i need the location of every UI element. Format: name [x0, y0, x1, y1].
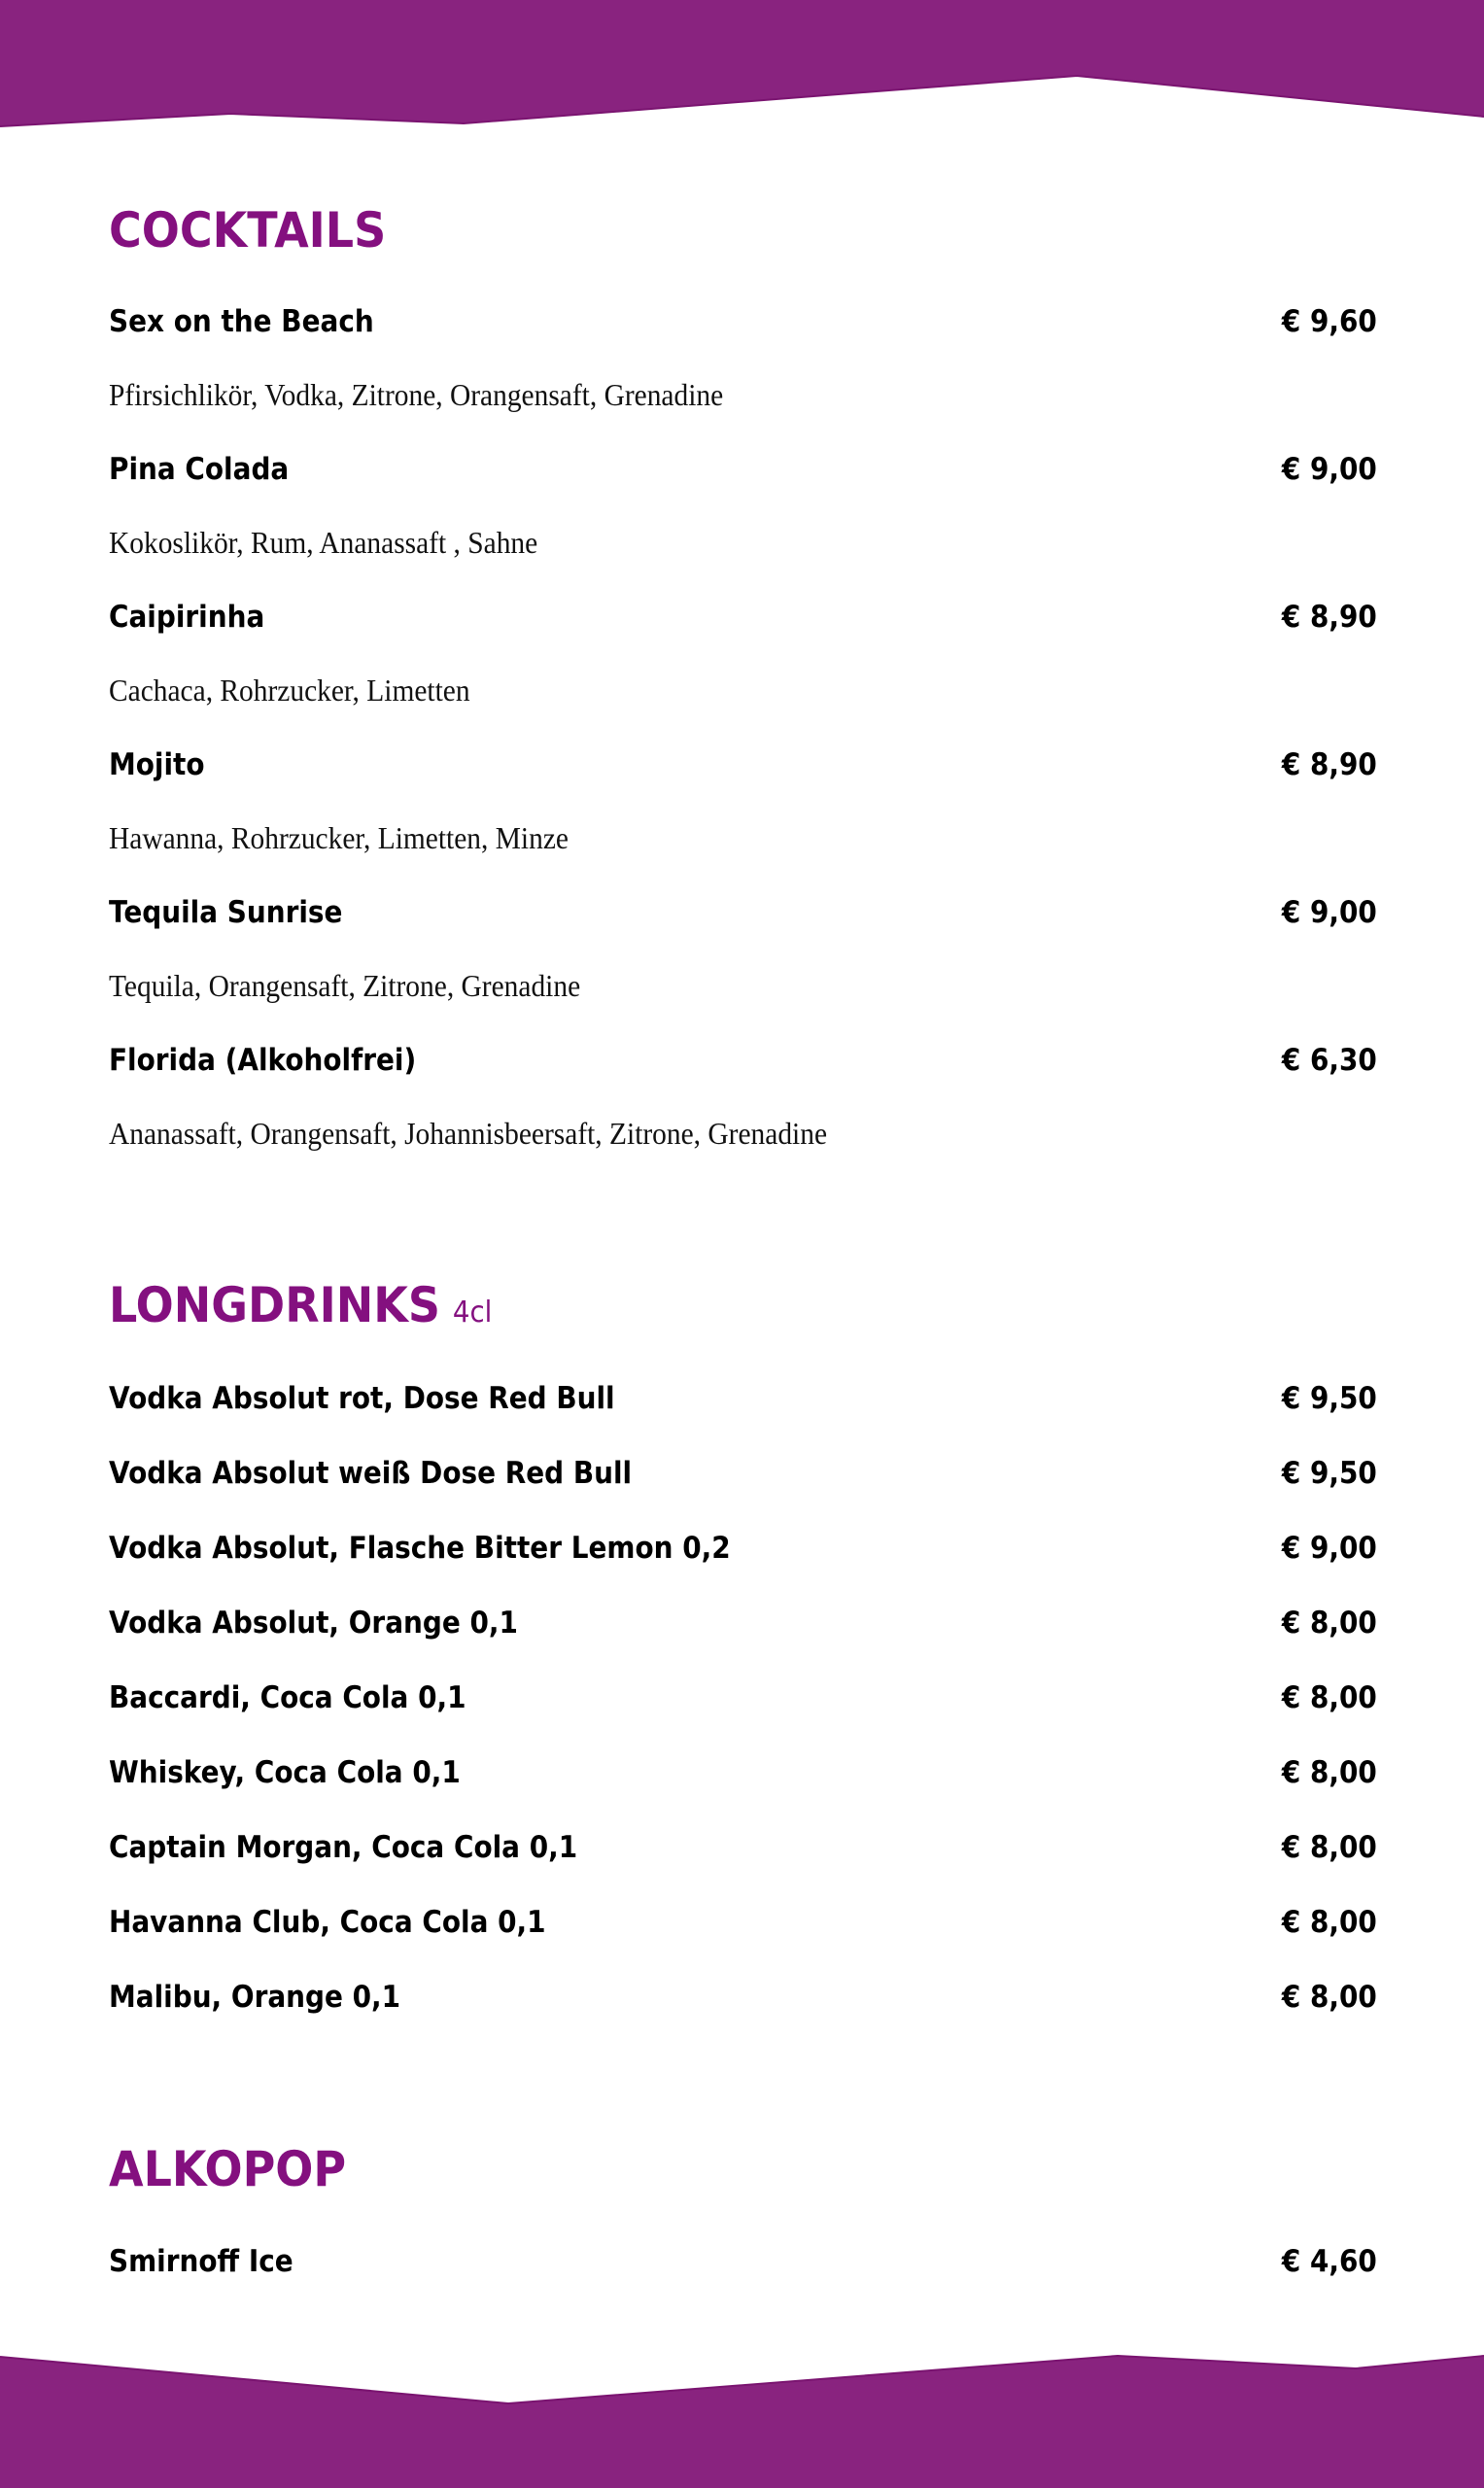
menu-item-row [109, 1678, 1377, 1717]
item-name: Malibu, Orange 0,1 [109, 1979, 401, 2015]
item-price: € 9,00 [1282, 451, 1377, 487]
section-heading-longdrinks [109, 1277, 493, 1333]
top-decorative-band [0, 0, 1484, 131]
zigzag-top-shape [0, 0, 1484, 131]
item-description: Kokoslikör, Rum, Ananassaft , Sahne [109, 525, 538, 560]
item-name: Vodka Absolut, Orange 0,1 [109, 1605, 518, 1641]
item-price: € 9,00 [1282, 1530, 1377, 1566]
item-price: € 9,00 [1282, 894, 1377, 930]
item-name: Tequila Sunrise [109, 894, 343, 930]
item-price: € 9,60 [1282, 303, 1377, 339]
menu-item-row [109, 450, 1377, 489]
menu-item-row [109, 1529, 1377, 1568]
menu-item-row [109, 1753, 1377, 1792]
item-name: Florida (Alkoholfrei) [109, 1042, 417, 1078]
menu-item-row [109, 745, 1377, 784]
menu-item-row [109, 1604, 1377, 1642]
item-name: Smirnoff Ice [109, 2243, 293, 2279]
item-price: € 9,50 [1282, 1455, 1377, 1491]
section-title: ALKOPOP [109, 2141, 347, 2197]
section-heading-cocktails [109, 202, 387, 259]
menu-item-row [109, 1041, 1377, 1080]
item-price: € 8,00 [1282, 1605, 1377, 1641]
menu-item-row [109, 2242, 1377, 2281]
item-description: Ananassaft, Orangensaft, Johannisbeersaft, Zitrone, Grenadine [109, 1116, 828, 1151]
menu-item-row [109, 1978, 1377, 2017]
item-price: € 8,90 [1282, 599, 1377, 635]
item-name: Mojito [109, 746, 205, 782]
section-title: COCKTAILS [109, 202, 387, 259]
item-description: Pfirsichlikör, Vodka, Zitrone, Orangensaft, Grenadine [109, 377, 724, 412]
item-description: Tequila, Orangensaft, Zitrone, Grenadine [109, 968, 581, 1003]
item-price: € 4,60 [1282, 2243, 1377, 2279]
item-name: Caipirinha [109, 599, 265, 635]
zigzag-bottom-shape [0, 2342, 1484, 2488]
menu-item-row [109, 598, 1377, 637]
item-name: Vodka Absolut rot, Dose Red Bull [109, 1380, 615, 1416]
item-price: € 6,30 [1282, 1042, 1377, 1078]
item-name: Whiskey, Coca Cola 0,1 [109, 1754, 461, 1790]
item-name: Vodka Absolut weiß Dose Red Bull [109, 1455, 633, 1491]
menu-item-row [109, 1454, 1377, 1493]
item-description: Cachaca, Rohrzucker, Limetten [109, 673, 470, 708]
item-name: Baccardi, Coca Cola 0,1 [109, 1679, 466, 1715]
item-name: Captain Morgan, Coca Cola 0,1 [109, 1829, 578, 1865]
item-name: Pina Colada [109, 451, 290, 487]
item-price: € 8,00 [1282, 1829, 1377, 1865]
menu-item-row [109, 1828, 1377, 1867]
item-price: € 8,00 [1282, 1904, 1377, 1940]
section-title: LONGDRINKS [109, 1277, 441, 1333]
item-name: Havanna Club, Coca Cola 0,1 [109, 1904, 546, 1940]
bottom-decorative-band [0, 2342, 1484, 2488]
section-heading-alkopop [109, 2141, 347, 2197]
menu-item-row [109, 893, 1377, 932]
item-description: Hawanna, Rohrzucker, Limetten, Minze [109, 820, 569, 855]
menu-item-row [109, 302, 1377, 341]
item-name: Sex on the Beach [109, 303, 374, 339]
item-price: € 8,00 [1282, 1979, 1377, 2015]
menu-item-row [109, 1379, 1377, 1418]
item-price: € 9,50 [1282, 1380, 1377, 1416]
item-price: € 8,00 [1282, 1754, 1377, 1790]
item-price: € 8,00 [1282, 1679, 1377, 1715]
item-name: Vodka Absolut, Flasche Bitter Lemon 0,2 [109, 1530, 731, 1566]
section-unit: 4cl [452, 1296, 493, 1330]
menu-item-row [109, 1903, 1377, 1942]
item-price: € 8,90 [1282, 746, 1377, 782]
